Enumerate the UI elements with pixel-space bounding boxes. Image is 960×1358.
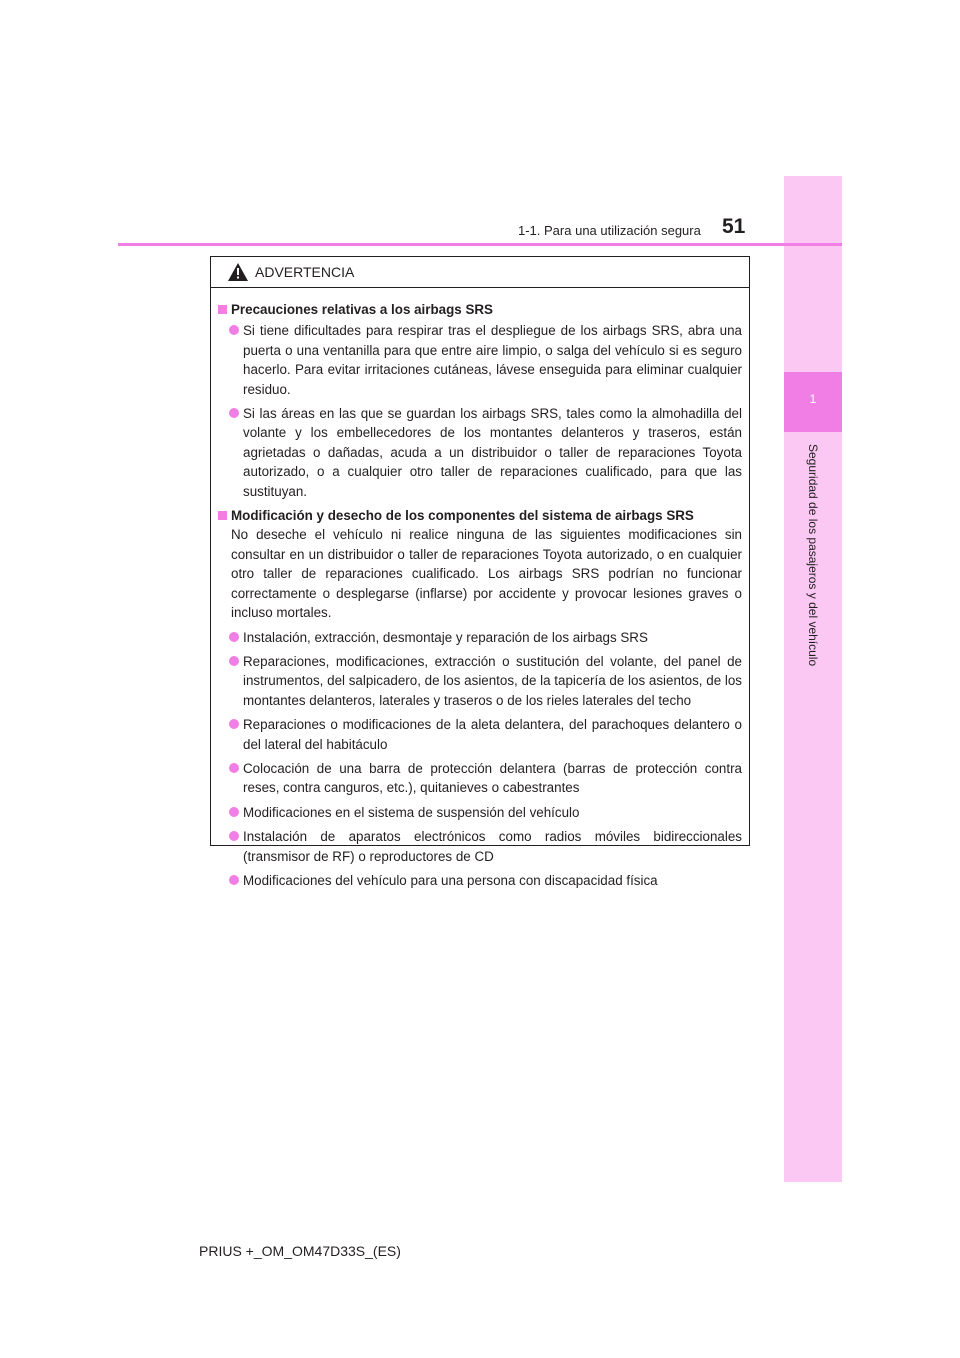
circle-bullet-icon (229, 807, 239, 817)
square-bullet-icon (218, 305, 227, 314)
circle-bullet-icon (229, 719, 239, 729)
list-item: Modificaciones en el sistema de suspensión del vehículo (218, 803, 742, 822)
list-item: Colocación de una barra de protección delantera (barras de protección contra reses, contra canguros, etc.), quitanieves o cabestrantes (218, 759, 742, 798)
warning-box-body (211, 288, 749, 890)
header-rule (118, 243, 842, 246)
list-item: Instalación, extracción, desmontaje y reparación de los airbags SRS (218, 628, 742, 647)
warning-triangle-icon (228, 263, 248, 281)
list-item: Instalación de aparatos electrónicos como radios móviles bidireccionales (transmisor de RF) o reproductores de CD (218, 827, 742, 866)
warning-title: ADVERTENCIA (255, 264, 355, 280)
list-item: Modificaciones del vehículo para una persona con discapacidad física (218, 871, 742, 890)
chapter-side-strip (784, 176, 842, 1182)
circle-bullet-icon (229, 763, 239, 773)
chapter-title: Seguridad de los pasajeros y del vehículo (806, 444, 820, 667)
page-number: 51 (722, 215, 746, 238)
list-item: Si tiene dificultades para respirar tras el despliegue de los airbags SRS, abra una puerta o una ventanilla para que entre aire limpio, o salga del vehículo si es seguro hacerlo. Para evitar irritaciones cutáneas, lávese enseguida para eliminar cualquier residuo. (218, 321, 742, 399)
list-item: Reparaciones, modificaciones, extracción o sustitución del volante, del panel de instrumentos, del salpicadero, de los asientos, de la tapicería de los asientos, de los montantes delanteros, laterales y traseros o de los rieles laterales del techo (218, 652, 742, 710)
warning-box-header (211, 257, 749, 288)
circle-bullet-icon (229, 325, 239, 335)
circle-bullet-icon (229, 408, 239, 418)
section-paragraph: No deseche el vehículo ni realice ninguna de las siguientes modificaciones sin consultar en un distribuidor o taller de reparaciones Toyota autorizado, o en cualquier otro taller de reparaciones cualificado. Los airbags SRS podrían no funcionar correctamente o desplegarse (inflarse) por accidente y provocar lesiones graves o incluso mortales. (231, 527, 742, 621)
section-heading-airbag-modification: Modificación y desecho de los componentes del sistema de airbags SRS (218, 506, 742, 525)
circle-bullet-icon (229, 656, 239, 666)
warning-box (210, 256, 750, 888)
list-item: Si las áreas en las que se guardan los airbags SRS, tales como la almohadilla del volante y los embellecedores de los montantes delanteros y traseros, están agrietadas o dañadas, acuda a un distribuidor o taller de reparaciones Toyota autorizado, o a cualquier otro taller de reparaciones cualificado, para que las sustituyan. (218, 404, 742, 501)
manual-code-footer: PRIUS +_OM_OM47D33S_(ES) (199, 1243, 401, 1259)
section-heading-airbag-precautions: Precauciones relativas a los airbags SRS (218, 300, 742, 319)
circle-bullet-icon (229, 875, 239, 885)
circle-bullet-icon (229, 632, 239, 642)
chapter-number: 1 (809, 392, 817, 406)
circle-bullet-icon (229, 831, 239, 841)
section-title: 1-1. Para una utilización segura (518, 223, 701, 238)
list-item: Reparaciones o modificaciones de la aleta delantera, del parachoques delantero o del lateral del habitáculo (218, 715, 742, 754)
square-bullet-icon (218, 511, 227, 520)
